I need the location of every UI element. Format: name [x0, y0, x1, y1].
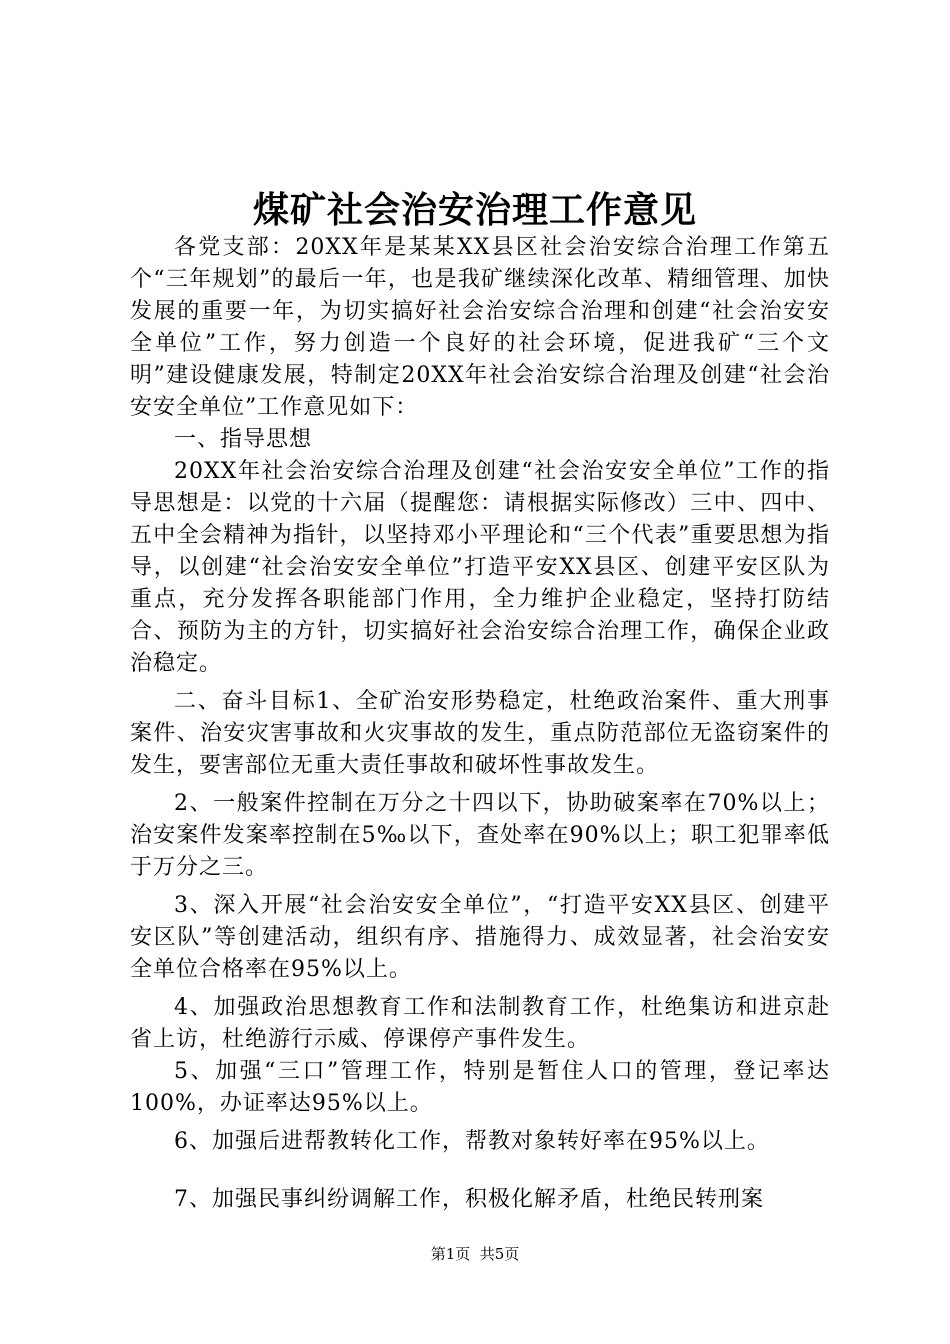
paragraph-goal-7: 7、加强民事纠纷调解工作，积极化解矛盾，杜绝民转刑案: [174, 1187, 764, 1212]
paragraph-goal-5: 5、加强“三口”管理工作，特别是暂住人口的管理，登记率达100%，办证率达95%以上。: [130, 1059, 830, 1116]
heading-guiding-ideology: 一、指导思想: [174, 427, 313, 452]
paragraph-goal-6: 6、加强后进帮教转化工作，帮教对象转好率在95%以上。: [174, 1129, 770, 1154]
document-title: 煤矿社会治安治理工作意见: [252, 189, 697, 231]
paragraph-goal-1: 二、奋斗目标1、全矿治安形势稳定，杜绝政治案件、重大刑事案件、治安灾害事故和火灾事故的发生，重点防范部位无盗窃案件的发生，要害部位无重大责任事故和破坏性事故发生。: [130, 689, 830, 778]
paragraph-intro: 各党支部：20XX年是某某XX县区社会治安综合治理工作第五个“三年规划”的最后一年，也是我矿继续深化改革、精细管理、加快发展的重要一年，为切实搞好社会治安综合治理和创建“社会治安安全单位”工作，努力创造一个良好的社会环境，促进我矿“三个文明”建设健康发展，特制定20XX年社会治安综合治理及创建“社会治安安全单位”工作意见如下：: [130, 235, 830, 420]
page-footer: 第1页 共5页: [430, 1245, 520, 1263]
paragraph-goal-2: 2、一般案件控制在万分之十四以下，协助破案率在70%以上；治安案件发案率控制在5‰以下，查处率在90%以上；职工犯罪率低于万分之三。: [130, 791, 830, 880]
paragraph-goal-3: 3、深入开展“社会治安安全单位”，“打造平安XX县区、创建平安区队”等创建活动，组织有序、措施得力、成效显著，社会治安安全单位合格率在95%以上。: [130, 893, 830, 982]
paragraph-goal-4: 4、加强政治思想教育工作和法制教育工作，杜绝集访和进京赴省上访，杜绝游行示威、停课停产事件发生。: [130, 995, 830, 1052]
paragraph-guiding-ideology: 20XX年社会治安综合治理及创建“社会治安安全单位”工作的指导思想是：以党的十六届（提醒您：请根据实际修改）三中、四中、五中全会精神为指针，以坚持邓小平理论和“三个代表”重要思想为指导，以创建“社会治安安全单位”打造平安XX县区、创建平安区队为重点，充分发挥各职能部门作用，全力维护企业稳定，坚持打防结合、预防为主的方针，切实搞好社会治安综合治理工作，确保企业政治稳定。: [130, 459, 830, 676]
document-body: [130, 232, 830, 1216]
